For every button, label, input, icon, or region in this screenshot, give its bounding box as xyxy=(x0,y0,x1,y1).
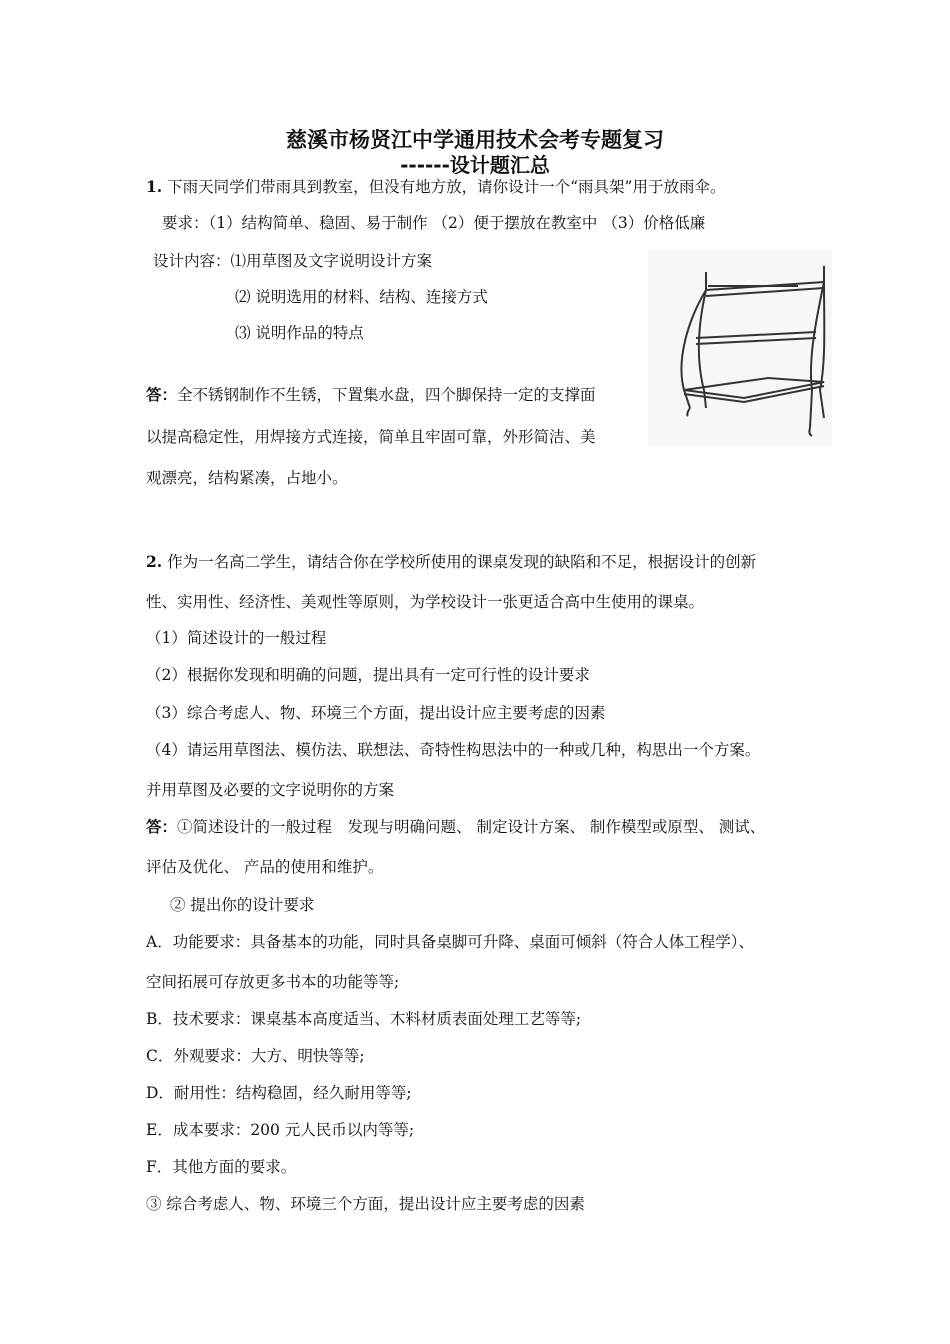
q1-answer-line-2: 以提高稳定性，用焊接方式连接，简单且牢固可靠，外形简洁、美 xyxy=(146,428,596,446)
q1-text: 下雨天同学们带雨具到教室，但没有地方放，请你设计一个“雨具架”用于放雨伞。 xyxy=(167,178,726,196)
q2-question-line-1 xyxy=(146,552,756,572)
q2-req-b: B．技术要求：课桌基本高度适当、木料材质表面处理工艺等等; xyxy=(146,1010,582,1028)
q2-answer-line-2: 评估及优化、 产品的使用和维护。 xyxy=(146,858,384,876)
umbrella-rack-sketch-icon xyxy=(648,250,832,446)
q2-number: 2. xyxy=(146,552,163,571)
q2-sub-3: （3）综合考虑人、物、环境三个方面，提出设计应主要考虑的因素 xyxy=(146,704,606,722)
q2-answer-line-3: ② 提出你的设计要求 xyxy=(170,896,315,914)
q2-req-a-2: 空间拓展可存放更多书本的功能等等; xyxy=(146,973,400,991)
q2-sub-1: （1）简述设计的一般过程 xyxy=(146,629,327,647)
q2-text-1: 作为一名高二学生，请结合你在学校所使用的课桌发现的缺陷和不足，根据设计的创新 xyxy=(167,553,757,571)
q1-content-2: ⑵ 说明选用的材料、结构、连接方式 xyxy=(235,288,488,306)
q1-answer-line-3: 观漂亮，结构紧凑，占地小。 xyxy=(146,469,348,487)
q2-req-a-1: A．功能要求：具备基本的功能，同时具备桌脚可升降、桌面可倾斜（符合人体工程学）、 xyxy=(146,933,754,951)
q1-question xyxy=(146,177,725,197)
q1-answer-text-1: 全不锈钢制作不生锈，下置集水盘，四个脚保持一定的支撑面 xyxy=(177,386,596,404)
q2-question-line-2: 性、实用性、经济性、美观性等原则，为学校设计一张更适合高中生使用的课桌。 xyxy=(146,593,705,611)
q2-answer-label: 答： xyxy=(146,817,178,836)
q1-content-1: 设计内容：⑴用草图及文字说明设计方案 xyxy=(153,252,433,270)
q1-content-3: ⑶ 说明作品的特点 xyxy=(235,324,364,342)
q2-req-f: F．其他方面的要求。 xyxy=(146,1158,297,1176)
q2-sub-4: （4）请运用草图法、模仿法、联想法、奇特性构思法中的一种或几种，构思出一个方案。 xyxy=(146,741,761,759)
q1-answer-label: 答： xyxy=(146,385,178,404)
q2-req-e: E．成本要求：200 元人民币以内等等; xyxy=(146,1121,415,1139)
q2-answer-line-1 xyxy=(146,817,765,837)
page-subtitle: ------设计题汇总 xyxy=(400,153,550,177)
q2-req-c: C．外观要求：大方、明快等等; xyxy=(146,1047,365,1065)
q2-sub-2: （2）根据你发现和明确的问题，提出具有一定可行性的设计要求 xyxy=(146,666,590,684)
q2-sub-5: 并用草图及必要的文字说明你的方案 xyxy=(146,781,395,799)
q2-answer-text-1: ①简述设计的一般过程 发现与明确问题、 制定设计方案、 制作模型或原型、 测试、 xyxy=(177,818,766,836)
q1-requirements: 要求：（1）结构简单、稳固、易于制作 （2）便于摆放在教室中 （3）价格低廉 xyxy=(162,214,706,232)
page-title: 慈溪市杨贤江中学通用技术会考专题复习 xyxy=(286,128,664,152)
q2-answer-line-3c: ③ 综合考虑人、物、环境三个方面，提出设计应主要考虑的因素 xyxy=(146,1195,585,1213)
q2-req-d: D．耐用性：结构稳固，经久耐用等等; xyxy=(146,1084,412,1102)
q1-number: 1. xyxy=(146,177,163,196)
q1-answer-line-1 xyxy=(146,385,596,405)
